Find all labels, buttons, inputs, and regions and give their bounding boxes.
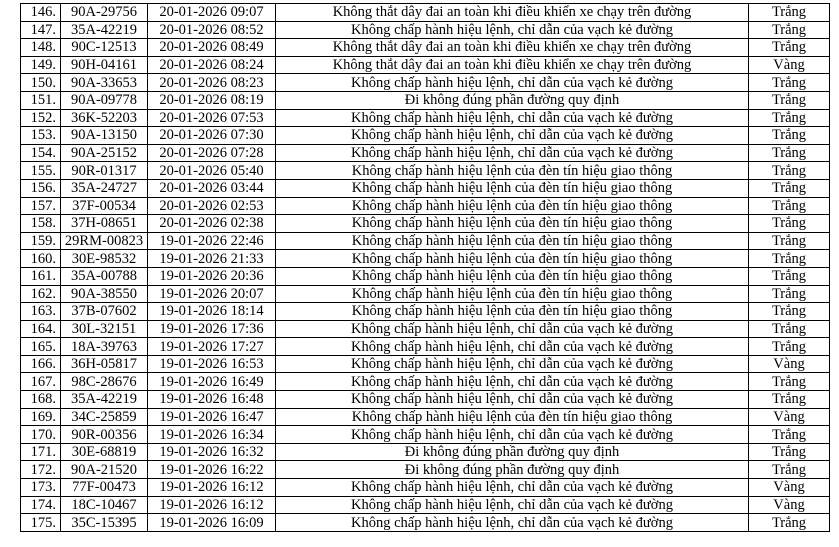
table-row	[21, 4, 830, 22]
row-index-cell: 168.	[21, 391, 61, 409]
table-row	[21, 303, 830, 321]
timestamp-cell: 20-01-2026 03:44	[148, 179, 276, 197]
row-index-cell: 171.	[21, 443, 61, 461]
license-plate-cell: 35A-00788	[61, 267, 148, 285]
table-row	[21, 267, 830, 285]
table-row	[21, 514, 830, 532]
violation-cell: Không chấp hành hiệu lệnh của đèn tín hiệu giao thông	[276, 232, 749, 250]
table-row	[21, 496, 830, 514]
violation-cell: Không chấp hành hiệu lệnh, chỉ dẫn của vạch kẻ đường	[276, 391, 749, 409]
plate-color-cell: Trắng	[749, 109, 830, 127]
table-row	[21, 232, 830, 250]
license-plate-cell: 29RM-00823	[61, 232, 148, 250]
table-row	[21, 197, 830, 215]
timestamp-cell: 19-01-2026 16:12	[148, 496, 276, 514]
plate-color-cell: Trắng	[749, 443, 830, 461]
table-row	[21, 391, 830, 409]
table-row	[21, 215, 830, 233]
row-index-cell: 148.	[21, 39, 61, 57]
row-index-cell: 163.	[21, 303, 61, 321]
license-plate-cell: 90A-33653	[61, 74, 148, 92]
table-row	[21, 373, 830, 391]
row-index-cell: 165.	[21, 338, 61, 356]
timestamp-cell: 20-01-2026 08:49	[148, 39, 276, 57]
plate-color-cell: Vàng	[749, 479, 830, 497]
license-plate-cell: 90A-21520	[61, 461, 148, 479]
row-index-cell: 172.	[21, 461, 61, 479]
violation-cell: Không thắt dây đai an toàn khi điều khiển xe chạy trên đường	[276, 56, 749, 74]
row-index-cell: 158.	[21, 215, 61, 233]
table-row	[21, 426, 830, 444]
table-row	[21, 74, 830, 92]
violation-cell: Không chấp hành hiệu lệnh, chỉ dẫn của vạch kẻ đường	[276, 479, 749, 497]
plate-color-cell: Trắng	[749, 144, 830, 162]
table-row	[21, 250, 830, 268]
license-plate-cell: 30E-98532	[61, 250, 148, 268]
violations-table	[20, 3, 830, 532]
license-plate-cell: 34C-25859	[61, 408, 148, 426]
table-row	[21, 21, 830, 39]
table-row	[21, 162, 830, 180]
violation-cell: Đi không đúng phần đường quy định	[276, 443, 749, 461]
timestamp-cell: 20-01-2026 08:24	[148, 56, 276, 74]
license-plate-cell: 36H-05817	[61, 355, 148, 373]
timestamp-cell: 20-01-2026 02:38	[148, 215, 276, 233]
violation-cell: Không chấp hành hiệu lệnh của đèn tín hiệu giao thông	[276, 250, 749, 268]
row-index-cell: 152.	[21, 109, 61, 127]
row-index-cell: 160.	[21, 250, 61, 268]
license-plate-cell: 35A-42219	[61, 391, 148, 409]
plate-color-cell: Vàng	[749, 56, 830, 74]
row-index-cell: 156.	[21, 179, 61, 197]
timestamp-cell: 19-01-2026 17:27	[148, 338, 276, 356]
timestamp-cell: 20-01-2026 07:53	[148, 109, 276, 127]
plate-color-cell: Trắng	[749, 4, 830, 22]
violation-cell: Không chấp hành hiệu lệnh, chỉ dẫn của vạch kẻ đường	[276, 109, 749, 127]
violation-cell: Không chấp hành hiệu lệnh, chỉ dẫn của vạch kẻ đường	[276, 355, 749, 373]
violation-cell: Không chấp hành hiệu lệnh của đèn tín hiệu giao thông	[276, 162, 749, 180]
table-row	[21, 320, 830, 338]
row-index-cell: 153.	[21, 127, 61, 145]
row-index-cell: 150.	[21, 74, 61, 92]
plate-color-cell: Trắng	[749, 39, 830, 57]
timestamp-cell: 19-01-2026 16:53	[148, 355, 276, 373]
row-index-cell: 174.	[21, 496, 61, 514]
violation-cell: Đi không đúng phần đường quy định	[276, 461, 749, 479]
timestamp-cell: 19-01-2026 16:32	[148, 443, 276, 461]
violation-cell: Không chấp hành hiệu lệnh của đèn tín hiệu giao thông	[276, 285, 749, 303]
row-index-cell: 162.	[21, 285, 61, 303]
row-index-cell: 149.	[21, 56, 61, 74]
violation-cell: Đi không đúng phần đường quy định	[276, 91, 749, 109]
plate-color-cell: Trắng	[749, 91, 830, 109]
license-plate-cell: 30E-68819	[61, 443, 148, 461]
plate-color-cell: Trắng	[749, 285, 830, 303]
timestamp-cell: 19-01-2026 20:07	[148, 285, 276, 303]
timestamp-cell: 19-01-2026 16:48	[148, 391, 276, 409]
table-row	[21, 443, 830, 461]
violation-cell: Không chấp hành hiệu lệnh, chỉ dẫn của vạch kẻ đường	[276, 74, 749, 92]
timestamp-cell: 19-01-2026 22:46	[148, 232, 276, 250]
violation-cell: Không chấp hành hiệu lệnh, chỉ dẫn của vạch kẻ đường	[276, 373, 749, 391]
license-plate-cell: 18C-10467	[61, 496, 148, 514]
violation-cell: Không chấp hành hiệu lệnh, chỉ dẫn của vạch kẻ đường	[276, 514, 749, 532]
timestamp-cell: 20-01-2026 02:53	[148, 197, 276, 215]
license-plate-cell: 90A-09778	[61, 91, 148, 109]
license-plate-cell: 90C-12513	[61, 39, 148, 57]
violation-cell: Không chấp hành hiệu lệnh của đèn tín hiệu giao thông	[276, 303, 749, 321]
violation-cell: Không chấp hành hiệu lệnh, chỉ dẫn của vạch kẻ đường	[276, 338, 749, 356]
violation-cell: Không chấp hành hiệu lệnh của đèn tín hiệu giao thông	[276, 179, 749, 197]
row-index-cell: 147.	[21, 21, 61, 39]
timestamp-cell: 19-01-2026 16:47	[148, 408, 276, 426]
license-plate-cell: 35A-24727	[61, 179, 148, 197]
plate-color-cell: Trắng	[749, 426, 830, 444]
row-index-cell: 151.	[21, 91, 61, 109]
table-row	[21, 127, 830, 145]
plate-color-cell: Trắng	[749, 303, 830, 321]
license-plate-cell: 37B-07602	[61, 303, 148, 321]
plate-color-cell: Trắng	[749, 127, 830, 145]
row-index-cell: 167.	[21, 373, 61, 391]
license-plate-cell: 35C-15395	[61, 514, 148, 532]
license-plate-cell: 36K-52203	[61, 109, 148, 127]
license-plate-cell: 35A-42219	[61, 21, 148, 39]
row-index-cell: 173.	[21, 479, 61, 497]
row-index-cell: 166.	[21, 355, 61, 373]
plate-color-cell: Trắng	[749, 461, 830, 479]
table-row	[21, 285, 830, 303]
timestamp-cell: 19-01-2026 17:36	[148, 320, 276, 338]
violation-cell: Không chấp hành hiệu lệnh, chỉ dẫn của vạch kẻ đường	[276, 496, 749, 514]
timestamp-cell: 19-01-2026 16:22	[148, 461, 276, 479]
timestamp-cell: 20-01-2026 08:52	[148, 21, 276, 39]
table-row	[21, 91, 830, 109]
plate-color-cell: Trắng	[749, 267, 830, 285]
license-plate-cell: 37H-08651	[61, 215, 148, 233]
plate-color-cell: Trắng	[749, 21, 830, 39]
violations-table-wrapper	[20, 3, 825, 532]
license-plate-cell: 98C-28676	[61, 373, 148, 391]
table-row	[21, 479, 830, 497]
timestamp-cell: 20-01-2026 08:19	[148, 91, 276, 109]
row-index-cell: 155.	[21, 162, 61, 180]
timestamp-cell: 20-01-2026 09:07	[148, 4, 276, 22]
plate-color-cell: Trắng	[749, 162, 830, 180]
plate-color-cell: Trắng	[749, 373, 830, 391]
violation-cell: Không chấp hành hiệu lệnh, chỉ dẫn của vạch kẻ đường	[276, 144, 749, 162]
violation-cell: Không chấp hành hiệu lệnh, chỉ dẫn của vạch kẻ đường	[276, 426, 749, 444]
license-plate-cell: 90A-13150	[61, 127, 148, 145]
plate-color-cell: Trắng	[749, 320, 830, 338]
row-index-cell: 169.	[21, 408, 61, 426]
violation-cell: Không chấp hành hiệu lệnh, chỉ dẫn của vạch kẻ đường	[276, 21, 749, 39]
timestamp-cell: 19-01-2026 16:49	[148, 373, 276, 391]
timestamp-cell: 19-01-2026 21:33	[148, 250, 276, 268]
violation-cell: Không chấp hành hiệu lệnh, chỉ dẫn của vạch kẻ đường	[276, 320, 749, 338]
row-index-cell: 170.	[21, 426, 61, 444]
timestamp-cell: 19-01-2026 20:36	[148, 267, 276, 285]
plate-color-cell: Trắng	[749, 391, 830, 409]
timestamp-cell: 20-01-2026 05:40	[148, 162, 276, 180]
license-plate-cell: 90A-38550	[61, 285, 148, 303]
license-plate-cell: 90A-29756	[61, 4, 148, 22]
timestamp-cell: 19-01-2026 16:34	[148, 426, 276, 444]
violations-table-body	[21, 4, 830, 532]
table-row	[21, 179, 830, 197]
timestamp-cell: 19-01-2026 18:14	[148, 303, 276, 321]
row-index-cell: 159.	[21, 232, 61, 250]
table-row	[21, 408, 830, 426]
plate-color-cell: Vàng	[749, 496, 830, 514]
plate-color-cell: Trắng	[749, 74, 830, 92]
table-row	[21, 144, 830, 162]
plate-color-cell: Vàng	[749, 408, 830, 426]
plate-color-cell: Trắng	[749, 215, 830, 233]
timestamp-cell: 20-01-2026 08:23	[148, 74, 276, 92]
plate-color-cell: Vàng	[749, 355, 830, 373]
license-plate-cell: 90H-04161	[61, 56, 148, 74]
row-index-cell: 154.	[21, 144, 61, 162]
row-index-cell: 146.	[21, 4, 61, 22]
timestamp-cell: 19-01-2026 16:12	[148, 479, 276, 497]
license-plate-cell: 77F-00473	[61, 479, 148, 497]
plate-color-cell: Trắng	[749, 338, 830, 356]
license-plate-cell: 30L-32151	[61, 320, 148, 338]
violation-cell: Không chấp hành hiệu lệnh của đèn tín hiệu giao thông	[276, 267, 749, 285]
table-row	[21, 109, 830, 127]
plate-color-cell: Trắng	[749, 232, 830, 250]
timestamp-cell: 20-01-2026 07:30	[148, 127, 276, 145]
license-plate-cell: 90R-01317	[61, 162, 148, 180]
row-index-cell: 175.	[21, 514, 61, 532]
plate-color-cell: Trắng	[749, 514, 830, 532]
row-index-cell: 161.	[21, 267, 61, 285]
table-row	[21, 461, 830, 479]
table-row	[21, 39, 830, 57]
violation-cell: Không chấp hành hiệu lệnh của đèn tín hiệu giao thông	[276, 408, 749, 426]
violation-cell: Không thắt dây đai an toàn khi điều khiển xe chạy trên đường	[276, 39, 749, 57]
plate-color-cell: Trắng	[749, 197, 830, 215]
timestamp-cell: 19-01-2026 16:09	[148, 514, 276, 532]
violation-cell: Không chấp hành hiệu lệnh của đèn tín hiệu giao thông	[276, 197, 749, 215]
violation-cell: Không chấp hành hiệu lệnh, chỉ dẫn của vạch kẻ đường	[276, 127, 749, 145]
license-plate-cell: 90A-25152	[61, 144, 148, 162]
row-index-cell: 164.	[21, 320, 61, 338]
timestamp-cell: 20-01-2026 07:28	[148, 144, 276, 162]
table-row	[21, 338, 830, 356]
violation-cell: Không thắt dây đai an toàn khi điều khiển xe chạy trên đường	[276, 4, 749, 22]
license-plate-cell: 18A-39763	[61, 338, 148, 356]
table-row	[21, 355, 830, 373]
violation-cell: Không chấp hành hiệu lệnh của đèn tín hiệu giao thông	[276, 215, 749, 233]
row-index-cell: 157.	[21, 197, 61, 215]
license-plate-cell: 90R-00356	[61, 426, 148, 444]
plate-color-cell: Trắng	[749, 179, 830, 197]
table-row	[21, 56, 830, 74]
plate-color-cell: Trắng	[749, 250, 830, 268]
license-plate-cell: 37F-00534	[61, 197, 148, 215]
